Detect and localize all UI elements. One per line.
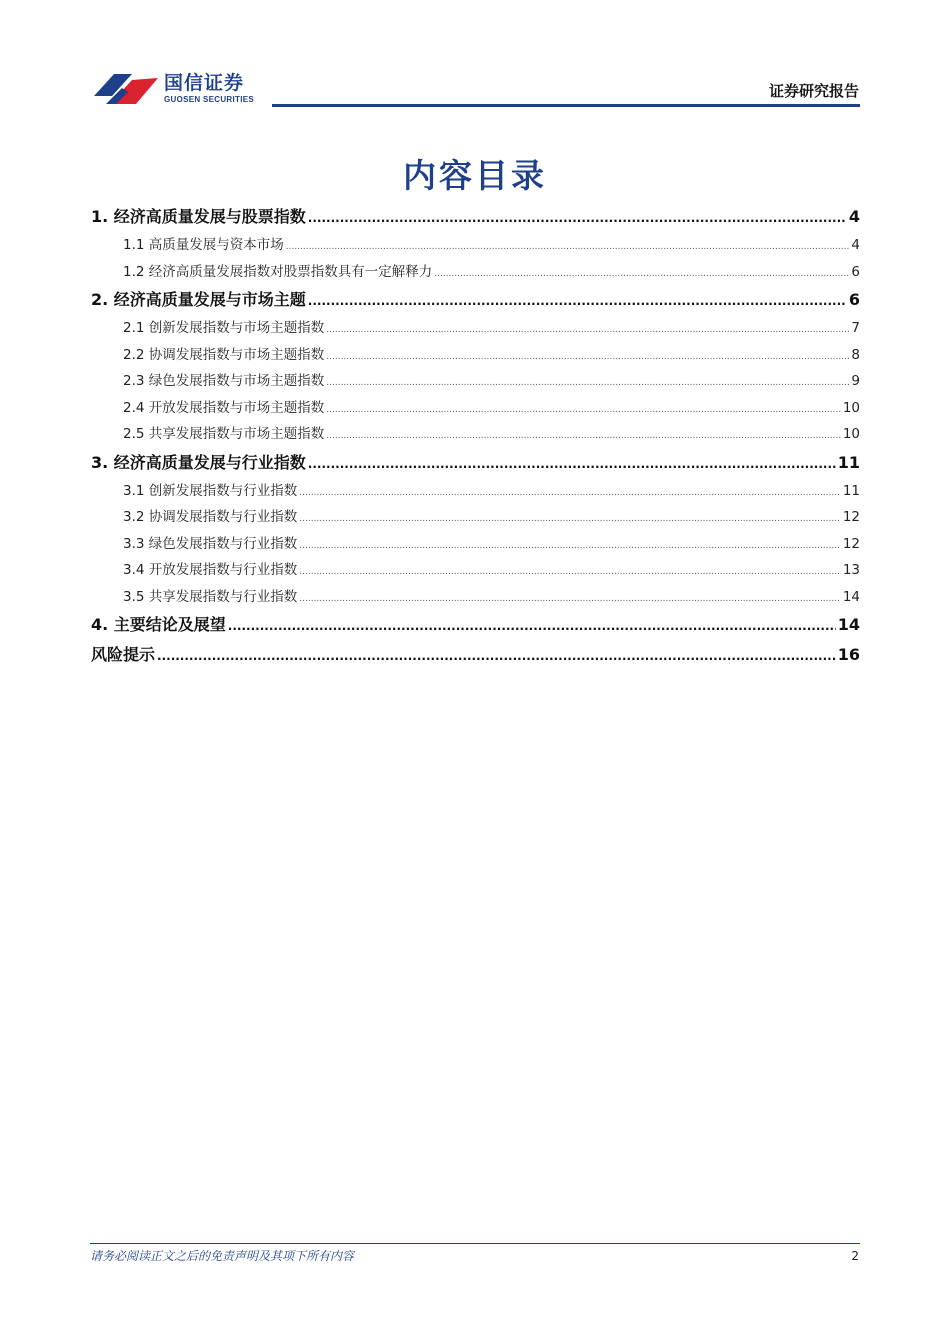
toc-leader-dots [286,234,850,261]
toc-entry-title: 3.2 协调发展指数与行业指数 [123,509,298,525]
toc-entry-title: 2. 经济高质量发展与市场主题 [91,290,306,309]
toc-leader-dots [308,203,847,233]
toc-entry[interactable] [91,448,860,478]
toc-leader-dots [157,641,836,671]
toc-title: 内容目录 [403,156,547,195]
toc-entry-page: 9 [851,373,860,389]
toc-entry-page: 4 [851,237,860,253]
toc-entry[interactable] [91,478,860,505]
toc-entry-page: 10 [842,399,860,416]
toc-entry[interactable] [91,232,860,259]
toc-entry-title: 3.3 绿色发展指数与行业指数 [123,535,298,552]
toc-entry-page: 14 [837,615,860,634]
toc-leader-dots [299,586,841,613]
toc-entry-title: 2.1 创新发展指数与市场主题指数 [123,320,325,336]
toc-entry-title: 1.2 经济高质量发展指数对股票指数具有一定解释力 [123,263,433,280]
footer-divider [90,1243,860,1244]
toc-entry-title: 1. 经济高质量发展与股票指数 [91,207,306,226]
toc-entry-page: 10 [842,426,860,442]
toc-entry-title: 3.4 开放发展指数与行业指数 [123,562,298,578]
toc-leader-dots [299,480,841,507]
toc-entry[interactable] [91,315,860,342]
toc-entry-page: 7 [851,320,860,336]
toc-entry-page: 11 [837,452,860,472]
logo-chinese-name: 国信证券 [164,72,245,94]
toc-entry-title: 1.1 高质量发展与资本市场 [123,237,284,253]
toc-leader-dots [434,261,849,288]
toc-entry-page: 13 [842,562,860,578]
toc-entry-page: 6 [851,263,860,280]
table-of-contents [91,202,860,670]
toc-entry-title: 2.5 共享发展指数与市场主题指数 [123,426,325,442]
toc-entry-title: 3. 经济高质量发展与行业指数 [91,452,306,472]
toc-entry-page: 4 [848,207,860,226]
toc-leader-dots [326,344,849,371]
toc-entry-title: 4. 主要结论及展望 [91,615,226,634]
header-divider [272,104,860,107]
toc-leader-dots [299,506,841,533]
toc-leader-dots [326,397,841,424]
toc-entry-page: 8 [851,346,860,363]
footer-disclaimer: 请务必阅读正文之后的免责声明及其项下所有内容 [90,1249,355,1263]
company-logo [92,66,272,110]
toc-entry[interactable] [91,584,860,611]
toc-leader-dots [228,611,836,641]
toc-leader-dots [299,559,841,586]
toc-entry-page: 16 [837,645,860,664]
toc-entry-page: 14 [842,588,860,605]
toc-entry[interactable] [91,421,860,448]
toc-leader-dots [308,286,847,316]
toc-leader-dots [326,317,849,344]
toc-entry-title: 3.5 共享发展指数与行业指数 [123,588,298,605]
toc-leader-dots [326,423,841,450]
toc-entry-page: 11 [842,482,860,499]
toc-entry[interactable] [91,610,860,640]
toc-leader-dots [308,449,836,479]
toc-entry[interactable] [91,395,860,422]
guosen-logo-icon [92,66,160,110]
toc-entry[interactable] [91,259,860,286]
logo-english-name: GUOSEN SECURITIES [164,95,255,104]
toc-entry-title: 3.1 创新发展指数与行业指数 [123,482,298,499]
toc-leader-dots [326,370,849,397]
toc-entry[interactable] [91,285,860,315]
toc-entry[interactable] [91,504,860,531]
toc-leader-dots [299,533,841,560]
toc-entry-page: 6 [848,290,860,309]
toc-entry[interactable] [91,342,860,369]
footer-page-number: 2 [851,1249,859,1263]
toc-entry-title: 2.2 协调发展指数与市场主题指数 [123,346,325,363]
toc-entry-title: 2.4 开放发展指数与市场主题指数 [123,399,325,416]
toc-entry[interactable] [91,640,860,670]
toc-entry[interactable] [91,368,860,395]
report-type-label: 证券研究报告 [768,82,859,100]
toc-entry[interactable] [91,557,860,584]
toc-entry[interactable] [91,531,860,558]
toc-entry[interactable] [91,202,860,232]
toc-entry-title: 2.3 绿色发展指数与市场主题指数 [123,373,325,389]
toc-entry-title: 风险提示 [91,645,156,664]
toc-entry-page: 12 [842,509,860,525]
toc-entry-page: 12 [842,535,860,552]
